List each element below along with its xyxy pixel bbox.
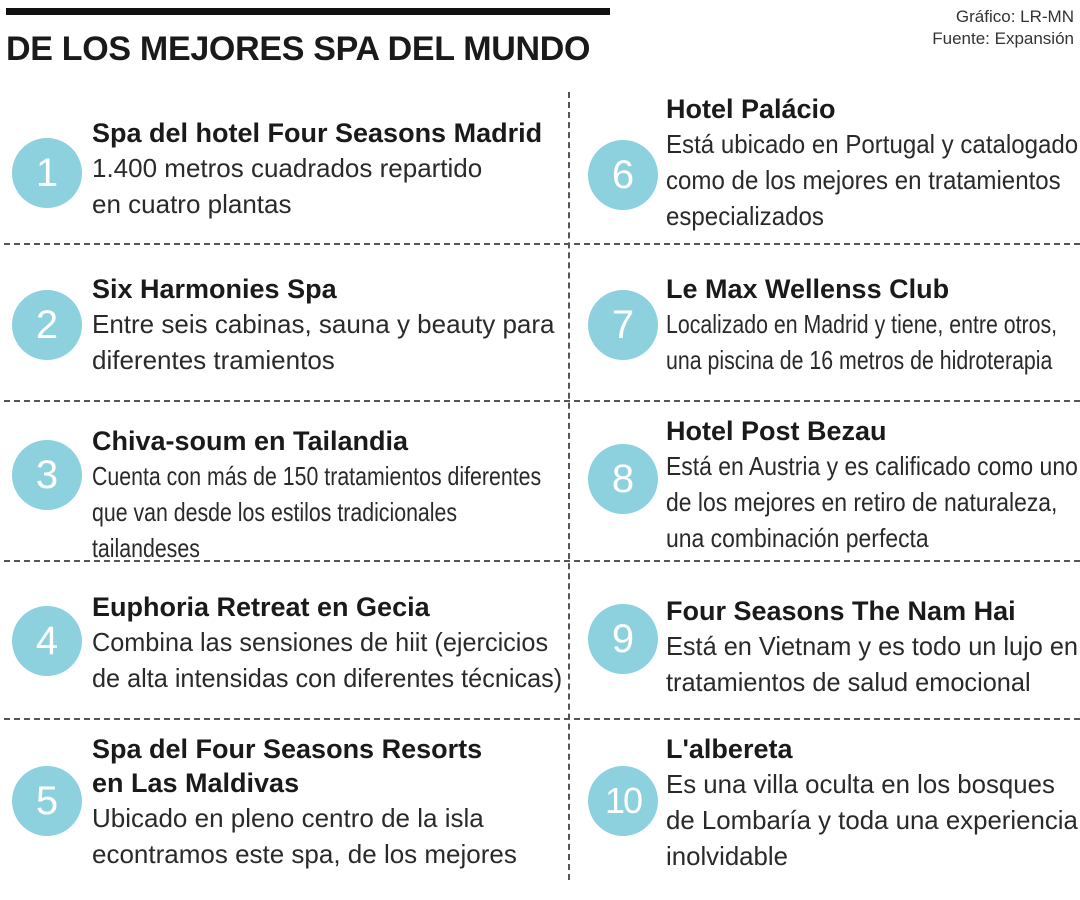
- credit-source: Fuente: Expansión: [932, 29, 1074, 48]
- number-badge: 7: [588, 290, 658, 360]
- list-item: [92, 590, 562, 696]
- row-divider: [4, 400, 1080, 402]
- item-description: 1.400 metros cuadrados repartido en cuatro plantas: [92, 153, 483, 219]
- row-divider: [4, 243, 1080, 245]
- list-item: [92, 424, 562, 566]
- item-title: Hotel Post Bezau: [666, 416, 887, 446]
- item-title: Hotel Palácio: [666, 94, 836, 124]
- credit-graphic: Gráfico: LR-MN: [955, 7, 1074, 26]
- item-title: Four Seasons The Nam Hai: [666, 596, 1016, 626]
- item-description: Está en Vietnam y es todo un lujo en tratamientos de salud emocional: [666, 631, 1079, 697]
- list-item: [666, 92, 1078, 234]
- row-divider: [4, 718, 1080, 720]
- list-item: [92, 116, 562, 222]
- number-badge: 5: [12, 766, 82, 836]
- item-title: L'albereta: [666, 734, 793, 764]
- number-badge: 10: [588, 766, 658, 836]
- item-title: Chiva-soum en Tailandia: [92, 426, 409, 456]
- page-title: DE LOS MEJORES SPA DEL MUNDO: [6, 30, 591, 68]
- number-badge: 1: [12, 138, 82, 208]
- item-description: Localizado en Madrid y tiene, entre otros, una piscina de 16 metros de hidroterapia: [666, 309, 1058, 375]
- item-description: Es una villa oculta en los bosques de Lombaría y toda una experiencia inolvidable: [666, 769, 1078, 871]
- credits: [932, 6, 1074, 50]
- item-description: Está en Austria y es calificado como uno de los mejores en retiro de naturaleza, una combinación perfecta: [666, 451, 1078, 553]
- item-title: Euphoria Retreat en Gecia: [92, 592, 430, 622]
- list-item: [92, 732, 562, 872]
- list-item: [666, 272, 1078, 378]
- list-item: [666, 414, 1078, 556]
- number-badge: 3: [12, 440, 82, 510]
- list-item: [666, 594, 1078, 700]
- item-description: Cuenta con más de 150 tratamientos diferentes que van desde los estilos tradicionales tailandeses: [92, 461, 542, 563]
- column-divider: [568, 92, 570, 880]
- number-badge: 9: [588, 604, 658, 674]
- top-rule: [6, 8, 610, 15]
- item-description: Combina las sensiones de hiit (ejercicios de alta intensidas con diferentes técnicas): [92, 627, 563, 693]
- item-description: Está ubicado en Portugal y catalogado como de los mejores en tratamientos especializados: [666, 129, 1079, 231]
- item-title: Spa del Four Seasons Resorts en Las Maldivas: [92, 734, 483, 798]
- item-description: Entre seis cabinas, sauna y beauty para diferentes tramientos: [92, 309, 555, 375]
- item-title: Le Max Wellenss Club: [666, 274, 950, 304]
- item-title: Spa del hotel Four Seasons Madrid: [92, 118, 543, 148]
- item-title: Six Harmonies Spa: [92, 274, 337, 304]
- list-item: [666, 732, 1078, 874]
- number-badge: 6: [588, 140, 658, 210]
- item-description: Ubicado en pleno centro de la isla econtramos este spa, de los mejores: [92, 803, 517, 869]
- list-item: [92, 272, 562, 378]
- number-badge: 2: [12, 290, 82, 360]
- number-badge: 4: [12, 606, 82, 676]
- number-badge: 8: [588, 444, 658, 514]
